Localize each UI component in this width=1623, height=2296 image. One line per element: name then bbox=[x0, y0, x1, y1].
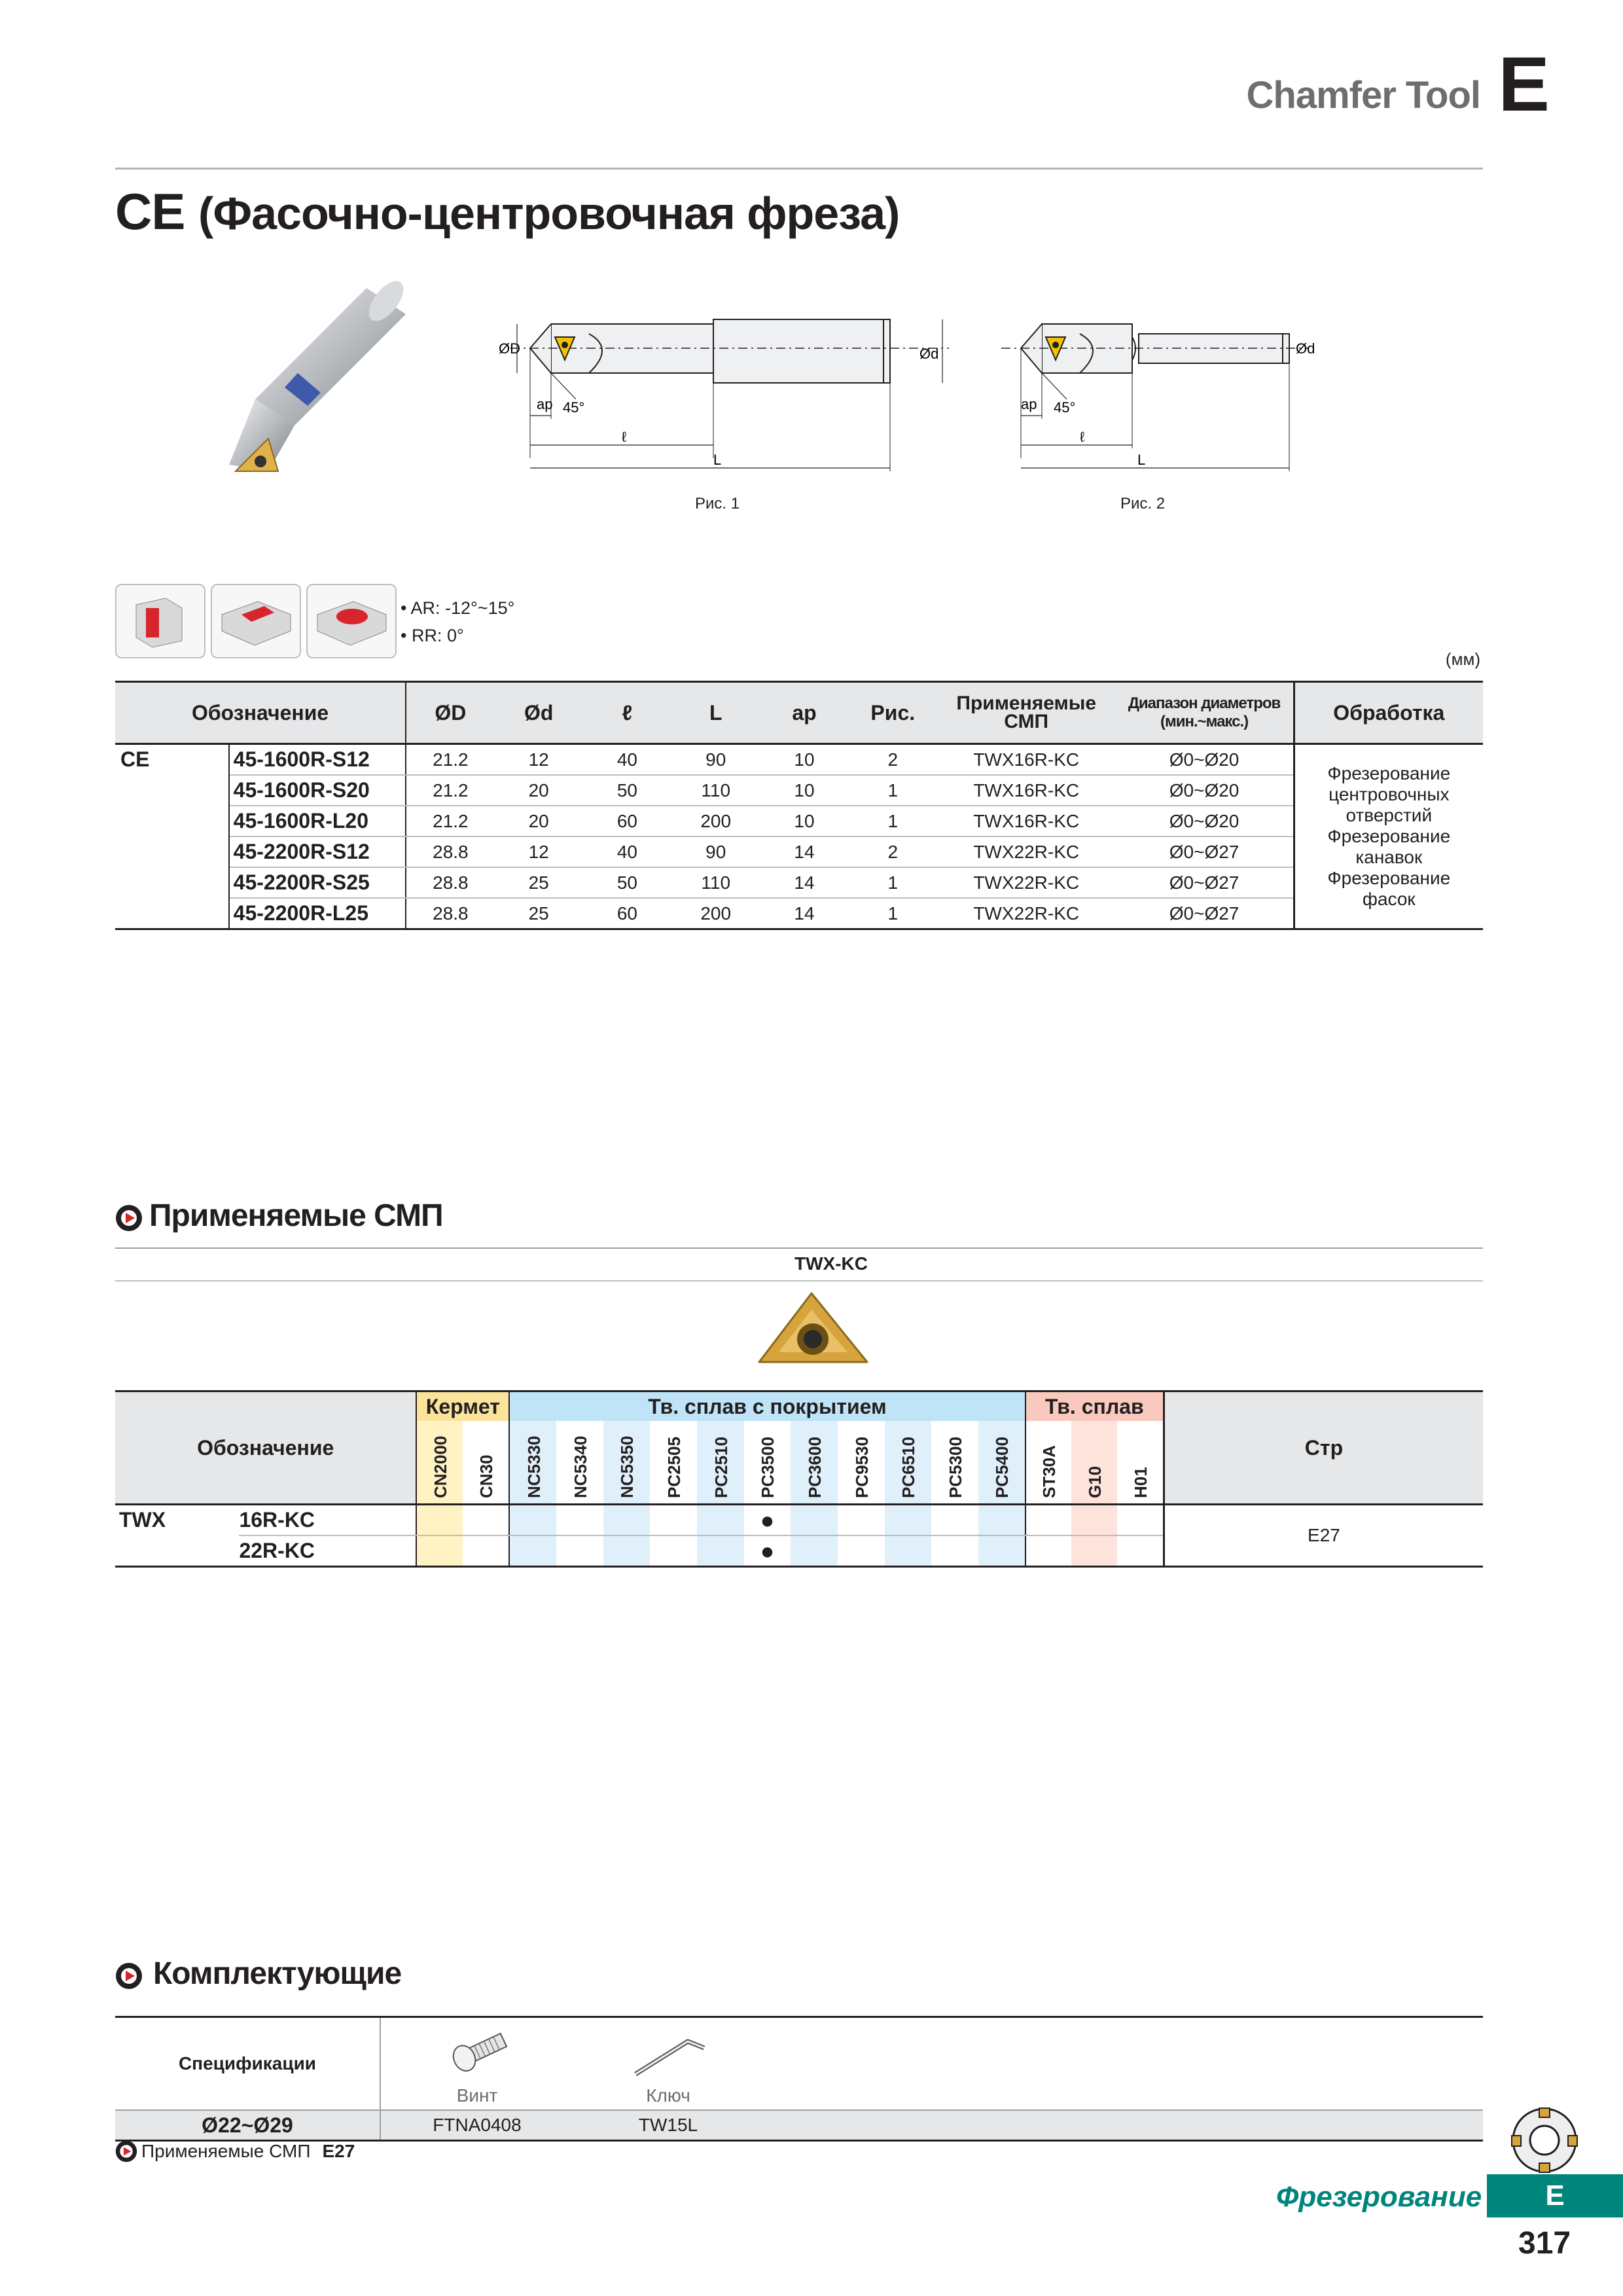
th-range-text: Диапазон диаметров (мин.~макс.) bbox=[1128, 694, 1281, 730]
grade-header bbox=[1117, 1421, 1164, 1505]
milling-cutter-icon bbox=[1505, 2104, 1584, 2176]
application-icon-hole bbox=[306, 584, 397, 658]
grade-label: PC6510 bbox=[899, 1437, 919, 1498]
grade-label: NC5330 bbox=[524, 1435, 544, 1498]
row-code: 45-2200R-L25 bbox=[229, 898, 406, 929]
fig1-label-d: Ød bbox=[919, 346, 939, 362]
accessory-spec: Ø22~Ø29 bbox=[115, 2110, 380, 2141]
tool-table bbox=[115, 681, 1483, 930]
table-row bbox=[115, 836, 1483, 867]
spec-header: Спецификации bbox=[115, 2017, 380, 2111]
grade-label: CN2000 bbox=[431, 1435, 451, 1498]
th-insert-text: Применяемые СМП bbox=[956, 692, 1097, 732]
grade-header bbox=[978, 1421, 1026, 1505]
table-row bbox=[115, 806, 1483, 836]
insert-code: 16R-KC bbox=[239, 1505, 416, 1536]
grade-header bbox=[556, 1421, 603, 1505]
note-arrow-icon bbox=[115, 2140, 137, 2162]
fig1-label-ap: ap bbox=[537, 396, 553, 412]
fig2-label-L: L bbox=[1137, 452, 1146, 468]
cell-D: 28.8 bbox=[406, 836, 494, 867]
cell-L: 110 bbox=[671, 775, 760, 806]
cell-range: Ø0~Ø20 bbox=[1116, 744, 1294, 776]
accessories-table bbox=[115, 2016, 1483, 2142]
th-ap: ap bbox=[760, 682, 848, 744]
table-row bbox=[115, 744, 1483, 776]
screw-icon bbox=[438, 2028, 516, 2081]
grade-mark: ● bbox=[744, 1505, 791, 1536]
footer-note-text[interactable]: Применяемые СМП bbox=[141, 2141, 311, 2161]
th-processing: Обработка bbox=[1294, 682, 1483, 744]
angle-notes bbox=[401, 594, 514, 649]
family-CE: CE bbox=[115, 744, 229, 929]
processing-cell bbox=[1294, 744, 1483, 929]
cell-l: 60 bbox=[583, 898, 671, 929]
key-icon bbox=[622, 2028, 714, 2081]
processing-line: канавок bbox=[1355, 847, 1423, 867]
footer-note bbox=[115, 2140, 355, 2162]
accessory-row bbox=[115, 2110, 1483, 2141]
insert-photo bbox=[746, 1287, 877, 1378]
cell-L: 200 bbox=[671, 806, 760, 836]
section-rule bbox=[115, 1280, 1483, 1282]
section-arrow-icon bbox=[115, 1204, 143, 1232]
insert-row bbox=[115, 1505, 1483, 1536]
cell-l: 40 bbox=[583, 744, 671, 776]
page-number: 317 bbox=[1518, 2226, 1571, 2261]
grade-header bbox=[416, 1421, 463, 1505]
insert-family: TWX bbox=[115, 1505, 239, 1567]
accessories-section-title: Комплектующие bbox=[153, 1956, 402, 1991]
th-d: Ød bbox=[495, 682, 583, 744]
row-code: 45-2200R-S25 bbox=[229, 867, 406, 898]
grade-header bbox=[838, 1421, 885, 1505]
th-fig: Рис. bbox=[849, 682, 937, 744]
fig1-label-angle: 45° bbox=[563, 399, 585, 416]
fig1-label-L: L bbox=[713, 452, 722, 468]
cell-L: 110 bbox=[671, 867, 760, 898]
cell-D: 28.8 bbox=[406, 867, 494, 898]
grade-header bbox=[791, 1421, 838, 1505]
table-row bbox=[115, 898, 1483, 929]
grade-header bbox=[1071, 1421, 1117, 1505]
accessory-key: TW15L bbox=[638, 2115, 698, 2135]
inserts-table bbox=[115, 1390, 1483, 1568]
grade-header bbox=[603, 1421, 651, 1505]
cell-range: Ø0~Ø20 bbox=[1116, 775, 1294, 806]
cell-range: Ø0~Ø20 bbox=[1116, 806, 1294, 836]
cell-d: 25 bbox=[495, 867, 583, 898]
grade-label: NC5350 bbox=[617, 1435, 637, 1498]
cell-range: Ø0~Ø27 bbox=[1116, 836, 1294, 867]
screw-label: Винт bbox=[456, 2085, 498, 2106]
cell-fig: 1 bbox=[849, 806, 937, 836]
figure-2-caption: Рис. 2 bbox=[1120, 495, 1166, 512]
cell-L: 90 bbox=[671, 744, 760, 776]
processing-line: Фрезерование bbox=[1327, 763, 1451, 783]
th-designation: Обозначение bbox=[115, 682, 406, 744]
note-rr: • RR: 0° bbox=[401, 626, 464, 645]
row-code: 45-1600R-S20 bbox=[229, 775, 406, 806]
title-code: CE bbox=[115, 183, 185, 240]
grade-label: ST30A bbox=[1039, 1445, 1060, 1498]
grade-label: PC9530 bbox=[851, 1437, 872, 1498]
grade-header bbox=[509, 1421, 556, 1505]
cell-L: 90 bbox=[671, 836, 760, 867]
cell-d: 20 bbox=[495, 775, 583, 806]
application-icon-shoulder bbox=[115, 584, 205, 658]
grade-label: PC2510 bbox=[711, 1437, 731, 1498]
th-L: L bbox=[671, 682, 760, 744]
cell-insert: TWX22R-KC bbox=[937, 867, 1116, 898]
cell-l: 40 bbox=[583, 836, 671, 867]
cell-l: 60 bbox=[583, 806, 671, 836]
fig1-label-D: ØD bbox=[499, 340, 520, 357]
cell-ap: 10 bbox=[760, 806, 848, 836]
cell-ap: 14 bbox=[760, 898, 848, 929]
row-code: 45-1600R-S12 bbox=[229, 744, 406, 776]
group-carbide: Тв. сплав bbox=[1026, 1391, 1164, 1422]
footer-section-tab[interactable]: E bbox=[1487, 2174, 1623, 2217]
cell-insert: TWX16R-KC bbox=[937, 744, 1116, 776]
row-code: 45-2200R-S12 bbox=[229, 836, 406, 867]
cell-D: 21.2 bbox=[406, 744, 494, 776]
cell-range: Ø0~Ø27 bbox=[1116, 898, 1294, 929]
th-insert bbox=[937, 682, 1116, 744]
cell-d: 25 bbox=[495, 898, 583, 929]
cell-l: 50 bbox=[583, 775, 671, 806]
section-arrow-icon bbox=[115, 1962, 143, 1990]
grade-mark: ● bbox=[744, 1535, 791, 1567]
title-subtitle: (Фасочно-центровочная фреза) bbox=[198, 188, 900, 239]
row-code: 45-1600R-L20 bbox=[229, 806, 406, 836]
header-title: Chamfer Tool bbox=[1246, 74, 1480, 117]
cell-d: 12 bbox=[495, 836, 583, 867]
grade-header bbox=[697, 1421, 744, 1505]
grade-header bbox=[744, 1421, 791, 1505]
fig2-label-l: ℓ bbox=[1080, 429, 1085, 445]
cell-fig: 1 bbox=[849, 775, 937, 806]
grade-header bbox=[463, 1421, 509, 1505]
th-range bbox=[1116, 682, 1294, 744]
cell-ap: 14 bbox=[760, 867, 848, 898]
cell-D: 21.2 bbox=[406, 775, 494, 806]
cell-L: 200 bbox=[671, 898, 760, 929]
grade-label: PC2505 bbox=[664, 1437, 685, 1498]
grade-label: PC3600 bbox=[805, 1437, 825, 1498]
grade-header bbox=[885, 1421, 932, 1505]
grade-label: H01 bbox=[1131, 1467, 1151, 1498]
cell-fig: 1 bbox=[849, 898, 937, 929]
processing-line: фасок bbox=[1362, 889, 1416, 909]
cell-fig: 2 bbox=[849, 836, 937, 867]
section-rule bbox=[115, 1247, 1483, 1249]
processing-line: Фрезерование bbox=[1327, 868, 1451, 888]
grade-label: PC3500 bbox=[758, 1437, 778, 1498]
grade-label: PC5400 bbox=[992, 1437, 1012, 1498]
grade-header bbox=[650, 1421, 697, 1505]
cell-insert: TWX22R-KC bbox=[937, 898, 1116, 929]
cell-insert: TWX16R-KC bbox=[937, 806, 1116, 836]
page-header: Стр bbox=[1164, 1391, 1483, 1505]
grade-header bbox=[931, 1421, 978, 1505]
grade-label: CN30 bbox=[476, 1454, 497, 1498]
cell-fig: 1 bbox=[849, 867, 937, 898]
processing-line: отверстий bbox=[1346, 805, 1433, 825]
page-title bbox=[115, 182, 899, 242]
table-row bbox=[115, 867, 1483, 898]
screw-cell bbox=[380, 2017, 573, 2111]
cell-insert: TWX22R-KC bbox=[937, 836, 1116, 867]
cell-insert: TWX16R-KC bbox=[937, 775, 1116, 806]
fig1-label-l: ℓ bbox=[622, 429, 627, 445]
figure-2-drawing bbox=[982, 308, 1322, 491]
figure-1-drawing bbox=[491, 308, 962, 491]
accessory-screw: FTNA0408 bbox=[433, 2115, 522, 2135]
cell-ap: 10 bbox=[760, 775, 848, 806]
th-l: ℓ bbox=[583, 682, 671, 744]
processing-line: Фрезерование bbox=[1327, 826, 1451, 846]
grade-label: G10 bbox=[1085, 1465, 1105, 1498]
processing-line: центровочных bbox=[1329, 784, 1450, 804]
application-icon-groove bbox=[211, 584, 301, 658]
fig2-label-d: Ød bbox=[1296, 340, 1315, 357]
header-rule bbox=[115, 168, 1483, 170]
page-ref: E27 bbox=[1164, 1505, 1483, 1567]
header-section-letter: E bbox=[1498, 41, 1550, 128]
grade-header bbox=[1026, 1421, 1072, 1505]
tool-photo bbox=[170, 275, 432, 497]
footer-note-ref[interactable]: E27 bbox=[322, 2141, 355, 2161]
cell-range: Ø0~Ø27 bbox=[1116, 867, 1294, 898]
inserts-designation-header: Обозначение bbox=[115, 1391, 416, 1505]
inserts-section-title: Применяемые СМП bbox=[149, 1198, 443, 1233]
key-cell bbox=[573, 2017, 763, 2111]
cell-d: 20 bbox=[495, 806, 583, 836]
table-row bbox=[115, 775, 1483, 806]
cell-D: 28.8 bbox=[406, 898, 494, 929]
note-ar: • AR: -12°~15° bbox=[401, 598, 515, 618]
grade-label: PC5300 bbox=[946, 1437, 966, 1498]
cell-ap: 14 bbox=[760, 836, 848, 867]
cell-D: 21.2 bbox=[406, 806, 494, 836]
key-label: Ключ bbox=[646, 2085, 690, 2106]
unit-label: (мм) bbox=[1445, 649, 1480, 669]
cell-d: 12 bbox=[495, 744, 583, 776]
fig2-label-angle: 45° bbox=[1054, 399, 1076, 416]
fig2-label-ap: ap bbox=[1021, 396, 1037, 412]
cell-ap: 10 bbox=[760, 744, 848, 776]
cell-fig: 2 bbox=[849, 744, 937, 776]
insert-code: 22R-KC bbox=[239, 1535, 416, 1567]
cell-l: 50 bbox=[583, 867, 671, 898]
footer-section-name: Фрезерование bbox=[1276, 2181, 1482, 2213]
figure-1-caption: Рис. 1 bbox=[695, 495, 740, 512]
insert-name: TWX-KC bbox=[794, 1253, 868, 1274]
group-cermet: Кермет bbox=[416, 1391, 509, 1422]
grade-label: NC5340 bbox=[570, 1435, 590, 1498]
group-coated-carbide: Тв. сплав с покрытием bbox=[509, 1391, 1025, 1422]
th-D: ØD bbox=[406, 682, 494, 744]
